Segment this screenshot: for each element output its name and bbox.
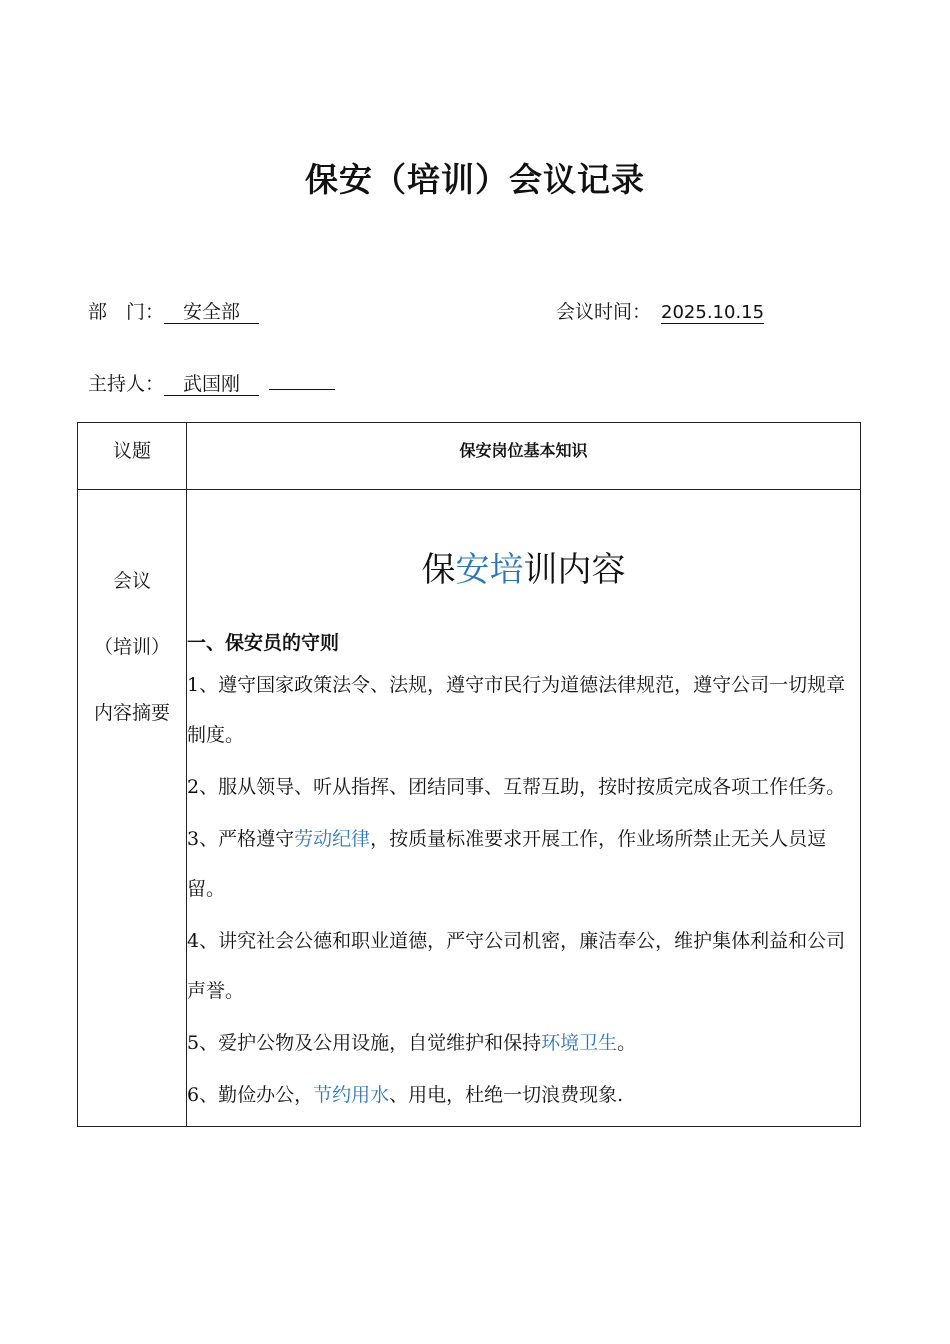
content-title	[187, 542, 860, 602]
meeting-time-field	[556, 297, 774, 324]
department-label: 部 门：	[88, 301, 165, 323]
host-label: 主持人：	[88, 373, 165, 395]
host-value: 武国刚	[164, 373, 260, 395]
rule-item	[187, 1070, 860, 1120]
summary-label-line: 会议	[112, 570, 151, 592]
rule-link[interactable]: 劳动纪律	[294, 828, 371, 850]
rule-text: 。	[617, 1032, 637, 1054]
content-title-link[interactable]: 安培	[455, 550, 524, 590]
summary-label-line: （培训）	[93, 636, 170, 658]
summary-label	[78, 490, 187, 1127]
topic-row	[78, 423, 861, 490]
rule-item: 1、遵守国家政策法令、法规，遵守市民行为道德法律规范，遵守公司一切规章制度。	[187, 674, 846, 746]
rule-item	[187, 814, 860, 914]
topic-value: 保安岗位基本知识	[187, 423, 861, 490]
department-field	[88, 297, 259, 324]
department-value: 安全部	[164, 301, 260, 323]
summary-content	[187, 490, 861, 1127]
rule-text: 5、爱护公物及公用设施，自觉维护和保持	[187, 1032, 542, 1054]
rule-item	[187, 1018, 860, 1068]
rule-text: 、用电，杜绝一切浪费现象.	[389, 1084, 624, 1106]
meeting-time-value: 2025.10.15	[661, 302, 765, 323]
rule-item: 4、讲究社会公德和职业道德，严守公司机密，廉洁奉公，维护集体利益和公司声誉。	[187, 930, 846, 1002]
summary-row	[78, 490, 861, 1127]
rule-link[interactable]: 环境卫生	[541, 1032, 618, 1054]
document-title: 保安（培训）会议记录	[305, 160, 645, 199]
meeting-time-label: 会议时间：	[556, 301, 652, 323]
content-title-part: 保	[421, 550, 456, 590]
rule-item: 2、服从领导、听从指挥、团结同事、互帮互助，按时按质完成各项工作任务。	[187, 776, 846, 798]
summary-label-line: 内容摘要	[93, 702, 170, 724]
rule-text: 6、勤俭办公，	[187, 1084, 314, 1106]
content-title-part: 训内容	[523, 550, 626, 590]
rule-text: 3、严格遵守	[187, 828, 295, 850]
rule-text: ，按质量标准要求开展工作，作业场所禁止无关人员逗留。	[187, 828, 827, 900]
meeting-record-table	[77, 422, 861, 1127]
rule-link[interactable]: 节约用水	[313, 1084, 390, 1106]
topic-label: 议题	[78, 423, 187, 490]
section-heading: 一、保安员的守则	[187, 632, 340, 654]
host-field	[88, 369, 335, 396]
host-blank-line	[269, 369, 335, 390]
